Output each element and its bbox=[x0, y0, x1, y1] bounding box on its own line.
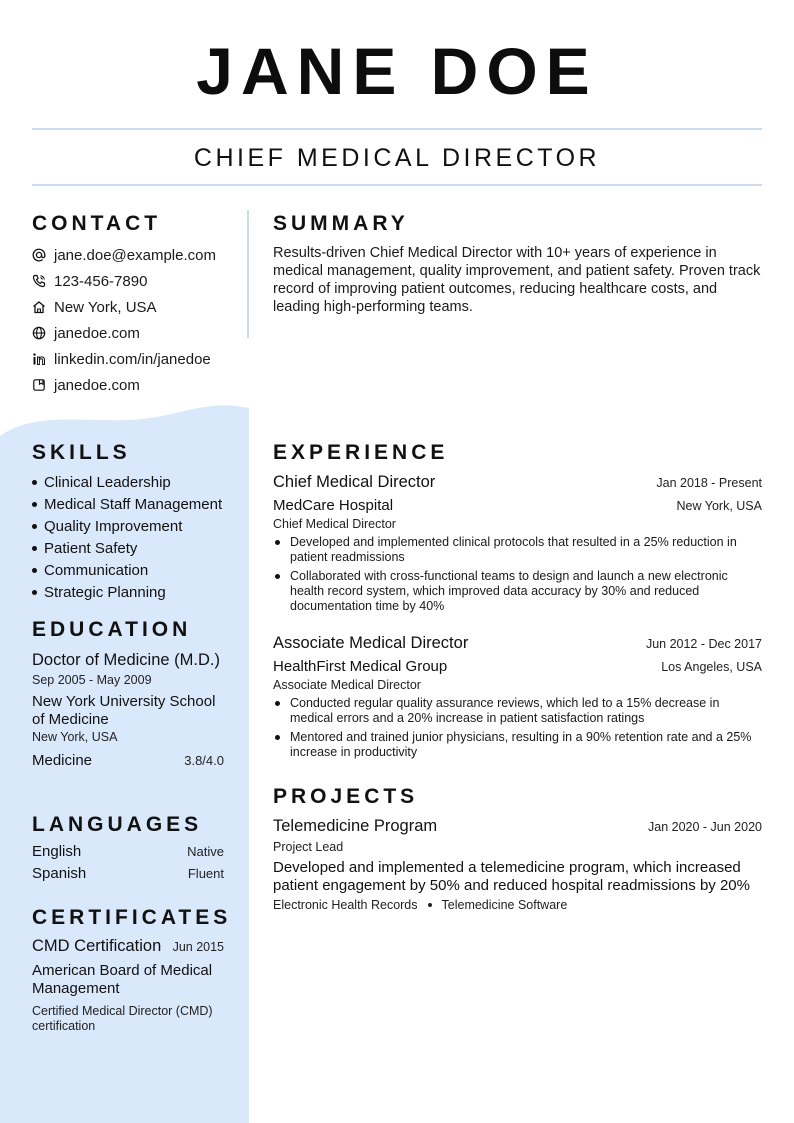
project-dates: Jan 2020 - Jun 2020 bbox=[648, 820, 762, 834]
language-level: Fluent bbox=[187, 866, 224, 881]
language-item bbox=[32, 865, 224, 887]
education-school: New York University School of Medicine bbox=[32, 693, 216, 728]
candidate-name: JANE DOE bbox=[196, 34, 598, 108]
education-degree: Doctor of Medicine (M.D.) bbox=[32, 651, 220, 669]
bullet-icon bbox=[275, 735, 280, 740]
certificate-title-row bbox=[32, 937, 224, 956]
globe-icon bbox=[32, 326, 46, 340]
contact-list bbox=[32, 242, 242, 398]
experience-bullet-text: Mentored and trained junior physicians, resulting in a 90% retention rate and a 25% increase in productivity bbox=[290, 730, 752, 759]
skill-label: Medical Staff Management bbox=[44, 495, 223, 513]
experience-entry bbox=[273, 473, 762, 618]
separator-dot-icon bbox=[428, 903, 432, 907]
experience-bullet bbox=[273, 535, 762, 565]
skills-list bbox=[32, 471, 242, 603]
experience-bullet-text: Developed and implemented clinical protocols that resulted in a 25% reduction in patient readmissions bbox=[290, 535, 737, 564]
certificate-date: Jun 2015 bbox=[172, 940, 224, 954]
project-description: Developed and implemented a telemedicine program, which increased patient engagement by 50% and reduced hospital readmissions by 20% bbox=[273, 859, 750, 894]
contact-linkedin[interactable] bbox=[32, 346, 242, 372]
bullet-icon bbox=[32, 502, 37, 507]
job-role-title: CHIEF MEDICAL DIRECTOR bbox=[193, 144, 601, 172]
skill-item bbox=[32, 471, 242, 493]
summary-heading: SUMMARY bbox=[273, 212, 409, 235]
skill-item bbox=[32, 581, 242, 603]
contact-heading: CONTACT bbox=[32, 212, 162, 235]
certificate-name: CMD Certification bbox=[32, 937, 162, 955]
linkedin-icon bbox=[32, 352, 46, 366]
bullet-icon bbox=[32, 524, 37, 529]
language-name: English bbox=[32, 843, 82, 860]
experience-company: MedCare Hospital bbox=[273, 497, 394, 514]
project-tags bbox=[273, 898, 762, 912]
project-tag: Telemedicine Software bbox=[441, 898, 568, 912]
education-heading: EDUCATION bbox=[32, 618, 192, 641]
project-role: Project Lead bbox=[273, 840, 344, 854]
summary-text: Results-driven Chief Medical Director with 10+ years of experience in medical management, quality improvement, and patient safety. Proven track record of improving patient outcomes, reducing healthcare costs, and leading high-performing teams. bbox=[273, 245, 761, 315]
phone-icon bbox=[32, 274, 46, 288]
experience-title-row bbox=[273, 634, 762, 653]
contact-email[interactable] bbox=[32, 242, 242, 268]
at-icon bbox=[32, 248, 46, 262]
skill-item bbox=[32, 559, 242, 581]
experience-bullets bbox=[273, 535, 762, 614]
education-dates: Sep 2005 - May 2009 bbox=[32, 673, 152, 687]
education-location: New York, USA bbox=[32, 730, 118, 744]
bullet-icon bbox=[32, 546, 37, 551]
experience-company: HealthFirst Medical Group bbox=[273, 658, 448, 675]
languages-list bbox=[32, 843, 224, 887]
experience-subtitle: Chief Medical Director bbox=[273, 517, 396, 531]
bullet-icon bbox=[32, 480, 37, 485]
contact-phone-text: 123-456-7890 bbox=[54, 272, 148, 290]
skill-label: Clinical Leadership bbox=[44, 473, 171, 491]
experience-title-row bbox=[273, 473, 762, 492]
skill-item bbox=[32, 537, 242, 559]
experience-bullet bbox=[273, 569, 762, 614]
bullet-icon bbox=[275, 701, 280, 706]
experience-bullet-text: Collaborated with cross-functional teams to design and launch a new electronic health record system, which improved data accuracy by 30% and reduced documentation time by 40% bbox=[290, 569, 728, 613]
language-level: Native bbox=[187, 844, 224, 859]
project-entry bbox=[273, 817, 762, 912]
contact-website-text: janedoe.com bbox=[54, 324, 140, 342]
education-field-row bbox=[32, 752, 224, 769]
bullet-icon bbox=[275, 574, 280, 579]
contact-phone[interactable] bbox=[32, 268, 242, 294]
bullet-icon bbox=[32, 568, 37, 573]
experience-location: Los Angeles, USA bbox=[661, 660, 762, 674]
education-gpa: 3.8/4.0 bbox=[184, 753, 224, 768]
bullet-icon bbox=[275, 540, 280, 545]
experience-location: New York, USA bbox=[676, 499, 762, 513]
column-divider bbox=[247, 210, 249, 338]
experience-bullet bbox=[273, 696, 762, 726]
skill-item bbox=[32, 493, 242, 515]
skill-label: Patient Safety bbox=[44, 539, 138, 557]
project-tag: Electronic Health Records bbox=[273, 898, 418, 912]
portfolio-icon bbox=[32, 378, 46, 392]
experience-heading: EXPERIENCE bbox=[273, 441, 449, 464]
languages-heading: LANGUAGES bbox=[32, 813, 203, 836]
experience-bullet-text: Conducted regular quality assurance reviews, which led to a 15% decrease in medical errors and a 20% increase in patient satisfaction ratings bbox=[290, 696, 720, 725]
experience-title: Associate Medical Director bbox=[273, 634, 469, 652]
experience-entry bbox=[273, 634, 762, 764]
skill-label: Quality Improvement bbox=[44, 517, 183, 535]
contact-location bbox=[32, 294, 242, 320]
language-item bbox=[32, 843, 224, 865]
experience-dates: Jan 2018 - Present bbox=[656, 476, 762, 490]
contact-linkedin-text: linkedin.com/in/janedoe bbox=[54, 350, 211, 368]
education-entry bbox=[32, 650, 224, 769]
bullet-icon bbox=[32, 590, 37, 595]
experience-subtitle: Associate Medical Director bbox=[273, 678, 421, 692]
contact-email-text: jane.doe@example.com bbox=[54, 246, 216, 264]
contact-website[interactable] bbox=[32, 320, 242, 346]
skill-label: Communication bbox=[44, 561, 149, 579]
header-top-rule bbox=[32, 128, 762, 130]
certificates-heading: CERTIFICATES bbox=[32, 906, 232, 929]
experience-company-row bbox=[273, 658, 762, 675]
skill-item bbox=[32, 515, 242, 537]
skill-label: Strategic Planning bbox=[44, 583, 166, 601]
certificate-description: Certified Medical Director (CMD) certification bbox=[32, 1004, 213, 1033]
certificate-entry bbox=[32, 937, 224, 1034]
projects-heading: PROJECTS bbox=[273, 785, 419, 808]
experience-title: Chief Medical Director bbox=[273, 473, 436, 491]
certificate-issuer: American Board of Medical Management bbox=[32, 962, 213, 997]
experience-dates: Jun 2012 - Dec 2017 bbox=[645, 637, 762, 651]
contact-portfolio[interactable] bbox=[32, 372, 242, 398]
skills-heading: SKILLS bbox=[32, 441, 131, 464]
experience-company-row bbox=[273, 497, 762, 514]
experience-bullet bbox=[273, 730, 762, 760]
contact-location-text: New York, USA bbox=[54, 298, 157, 316]
education-field: Medicine bbox=[32, 752, 93, 769]
header-bottom-rule bbox=[32, 184, 762, 186]
contact-portfolio-text: janedoe.com bbox=[54, 376, 140, 394]
project-title: Telemedicine Program bbox=[273, 817, 438, 835]
language-name: Spanish bbox=[32, 865, 87, 882]
project-title-row bbox=[273, 817, 762, 836]
home-icon bbox=[32, 300, 46, 314]
experience-bullets bbox=[273, 696, 762, 760]
